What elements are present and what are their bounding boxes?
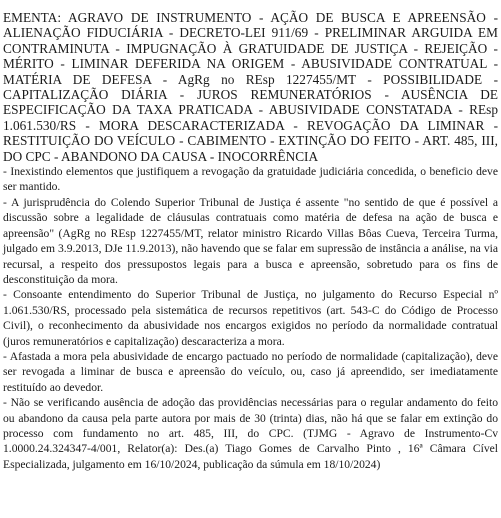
ementa-item-jurisprudencia: - A jurisprudência do Colendo Superior Tribunal de Justiça é assente "no sentido de que é possível a discussão sobre a legalidade de cláusulas contratuais como matéria de defesa na ação de busca e apreensão" (AgRg no REsp 1227455/MT, relator ministro Ricardo Villas Bôas Cueva, Terceira Turma, julgado em 3.9.2013, DJe 11.9.2013), não havendo que se falar em supressão de instância a análise, na via recursal, a respeito dos pressupostos legais para a busca e apreensão, sobretudo para os fins de desconstituição da mora.	[3, 195, 498, 286]
ementa-item-gratuidade: - Inexistindo elementos que justifiquem a revogação da gratuidade judiciária concedida, o beneficio deve ser mantido.	[3, 165, 498, 194]
ementa-item-recurso-especial: - Consoante entendimento do Superior Tribunal de Justiça, no julgamento do Recurso Especial nº 1.061.530/RS, processado pela sistemática de recursos repetitivos (art. 543-C do Código de Processo Civil), o reconhecimento da abusividade nos encargos exigidos no período da normalidade contratual (juros remuneratórios e capitalização) descaracteriza a mora.	[3, 288, 498, 348]
ementa-item-mora: - Afastada a mora pela abusividade de encargo pactuado no período de normalidade (capitalização), deve ser revogada a liminar de busca e apreensão do veículo, ou, caso já apreendido, ser imediatamente restituído ao devedor.	[3, 349, 498, 394]
ementa-items	[0, 164, 501, 472]
ementa-item-extincao: - Não se verificando ausência de adoção das providências necessárias para o regular andamento do feito ou abandono da causa pela parte autora por mais de 30 (trinta) dias, não há que se falar em extinção do processo com fundamento no art. 485, III, do CPC. (TJMG - Agravo de Instrumento-Cv 1.0000.24.324347-4/001, Relator(a): Des.(a) Tiago Gomes de Carvalho Pinto , 16ª Câmara Cível Especializada, julgamento em 16/10/2024, publicação da súmula em 18/10/2024)	[3, 396, 498, 471]
ementa-heading: EMENTA: AGRAVO DE INSTRUMENTO - AÇÃO DE BUSCA E APREENSÃO - ALIENAÇÃO FIDUCIÁRIA - DECRETO-LEI 911/69 - PRELIMINAR ARGUIDA EM CONTRAMINUTA - IMPUGNAÇÃO À GRATUIDADE DE JUSTIÇA - REJEIÇÃO - MÉRITO - LIMINAR DEFERIDA NA ORIGEM - ABUSIVIDADE CONTRATUAL - MATÉRIA DE DEFESA - AgRg no REsp 1227455/MT - POSSIBILIDADE - CAPITALIZAÇÃO DIÁRIA - JUROS REMUNERATÓRIOS - AUSÊNCIA DE ESPECIFICAÇÃO DA TAXA PRATICADA - ABUSIVIDADE CONSTATADA - REsp 1.061.530/RS - MORA DESCARACTERIZADA - REVOGAÇÃO DA LIMINAR - RESTITUIÇÃO DO VEÍCULO - CABIMENTO - EXTINÇÃO DO FEITO - ART. 485, III, DO CPC - ABANDONO DA CAUSA - INOCORRÊNCIA	[3, 10, 498, 164]
